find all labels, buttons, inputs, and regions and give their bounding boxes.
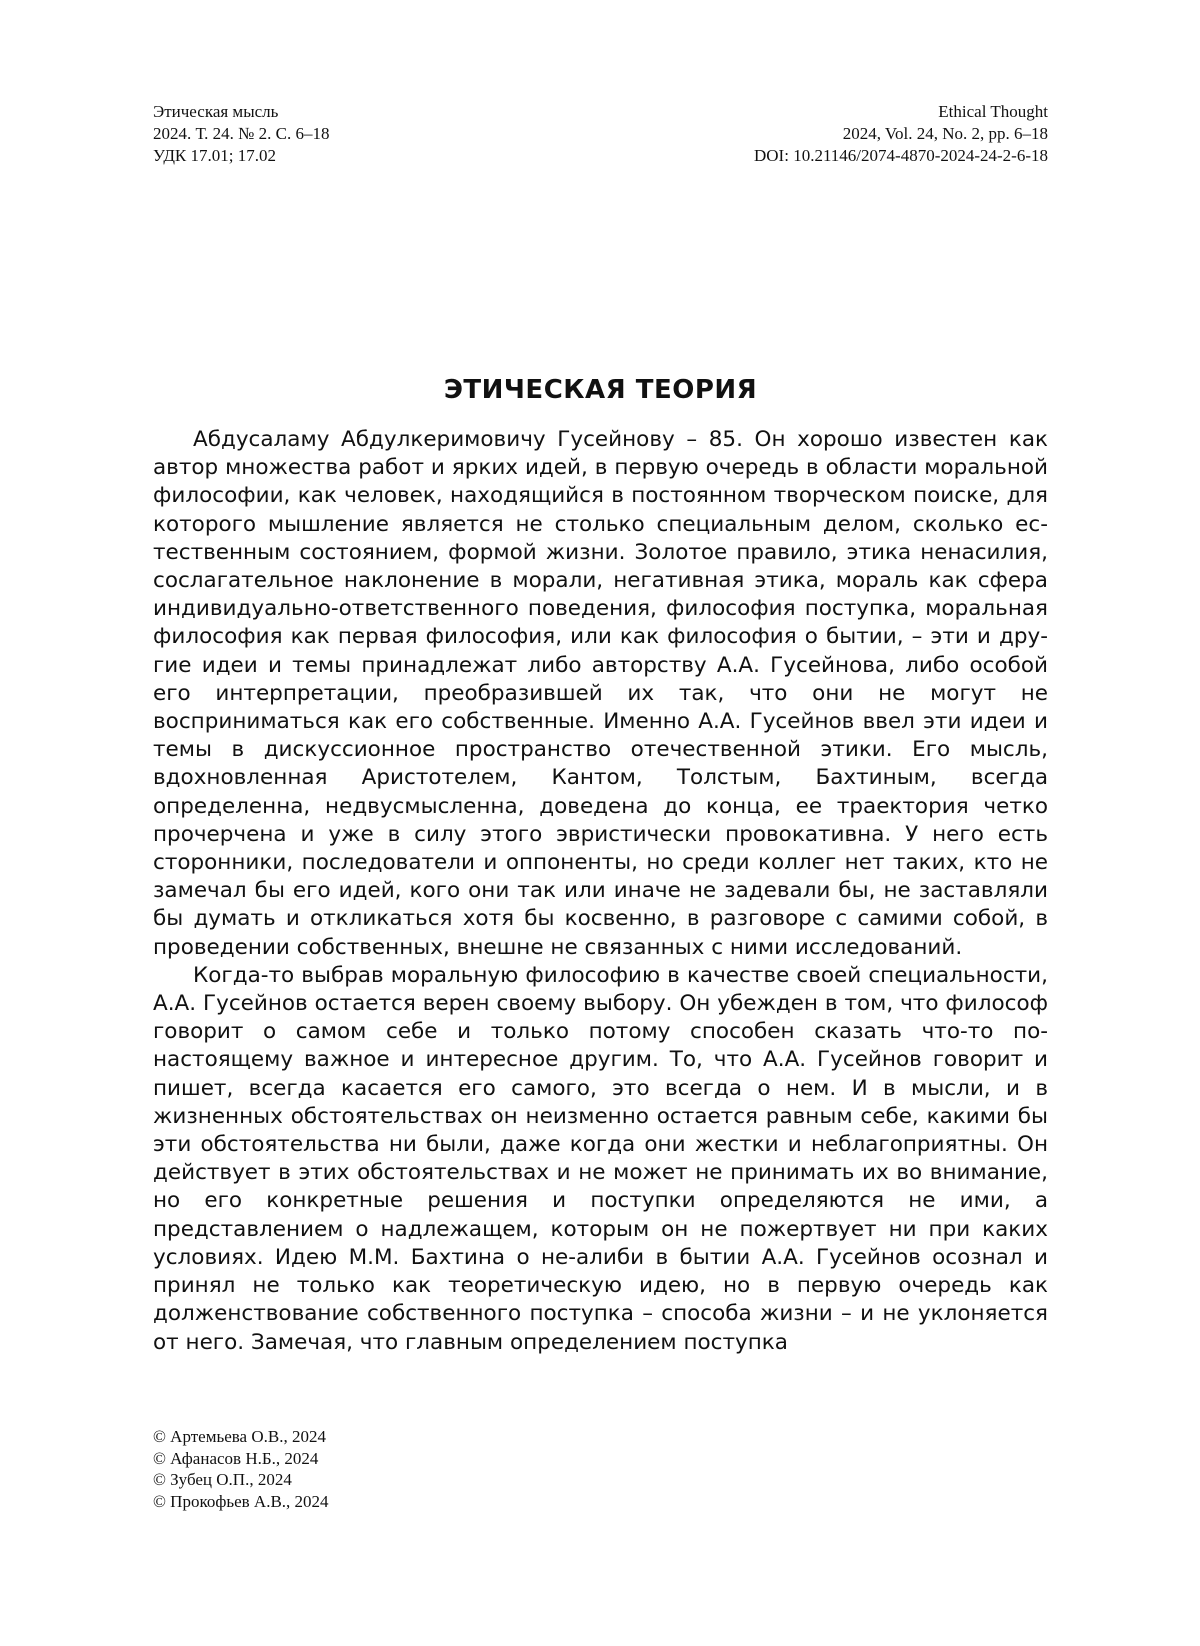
issue-info-ru: 2024. Т. 24. № 2. С. 6–18 — [153, 124, 330, 143]
section-title: ЭТИЧЕСКАЯ ТЕОРИЯ — [443, 375, 758, 406]
paragraph-1: Абдусаламу Абдулкеримовичу Гусейнову – 85. Он хорошо известен как автор множества работ и ярких идей, в первую очередь в области моральной философии, как человек, находящийся в постоянном творческом поиске, для которого мышление является не столько специальным делом, сколько естественным состоянием, формой жизни. Золотое правило, этика ненасилия, сослагательное наклонение в морали, негативная этика, мораль как сфера индивидуально-ответственного поведения, философия поступка, моральная философия как первая философия, или как философия о бытии, – эти и другие идеи и темы принадлежат либо авторству А.А. Гусейнова, либо особой его интерпретации, преобразившей их так, что они не могут не восприниматься как его собственные. Именно А.А. Гусейнов ввел эти идеи и темы в дискуссионное пространство отечественной этики. Его мысль, вдохновленная Аристотелем, Кантом, Толстым, Бахтиным, всегда определенна, недвусмысленна, доведена до конца, ее траектория четко прочерчена и уже в силу этого эвристически провокативна. У него есть сторонники, последователи и оппоненты, но среди коллег нет таких, кто не замечал бы его идей, кого они так или иначе не задевали бы, не заставляли бы думать и откликаться хотя бы косвенно, в разговоре с самими собой, в проведении собственных, внешне не связанных с ними исследований. — [153, 427, 1048, 960]
paragraph-2: Когда-то выбрав моральную философию в качестве своей специальности, А.А. Гусейнов остается верен своему выбору. Он убежден в том, что философ говорит о самом себе и только потому способен сказать что-то по-настоящему важное и интересное другим. То, что А.А. Гусейнов говорит и пишет, всегда касается его самого, это всегда о нем. И в мысли, и в жизненных обстоятельствах он неизменно остается равным себе, какими бы эти обстоятельства ни были, даже когда они жестки и неблагоприятны. Он действует в этих обстоятельствах и не может не принимать их во внимание, но его конкретные решения и поступки определяются не ими, а представлением о надлежащем, которым он не пожертвует ни при каких условиях. Идею М.М. Бахтина о не-алиби в бытии А.А. Гусейнов осознал и принял не только как теоретическую идею, но в первую очередь как долженствование собственного поступка – способа жизни – и не уклоняется от него. Замечая, что главным определением поступка — [153, 962, 1048, 1355]
copyright-line: © Афанасов Н.Б., 2024 — [153, 1448, 319, 1468]
header-right — [754, 101, 1048, 167]
journal-title-en: Ethical Thought — [938, 102, 1048, 121]
journal-title-ru: Этическая мысль — [153, 102, 279, 121]
doi: DOI: 10.21146/2074-4870-2024-24-2-6-18 — [754, 146, 1048, 165]
header-left — [153, 101, 330, 167]
copyright-line: © Зубец О.П., 2024 — [153, 1470, 292, 1489]
udc-code: УДК 17.01; 17.02 — [153, 146, 276, 165]
copyright-notices — [153, 1426, 329, 1512]
issue-info-en: 2024, Vol. 24, No. 2, pp. 6–18 — [842, 124, 1048, 143]
article-body — [153, 426, 1048, 1357]
copyright-line: © Артемьева О.В., 2024 — [153, 1427, 326, 1446]
copyright-line: © Прокофьев А.В., 2024 — [153, 1491, 329, 1511]
